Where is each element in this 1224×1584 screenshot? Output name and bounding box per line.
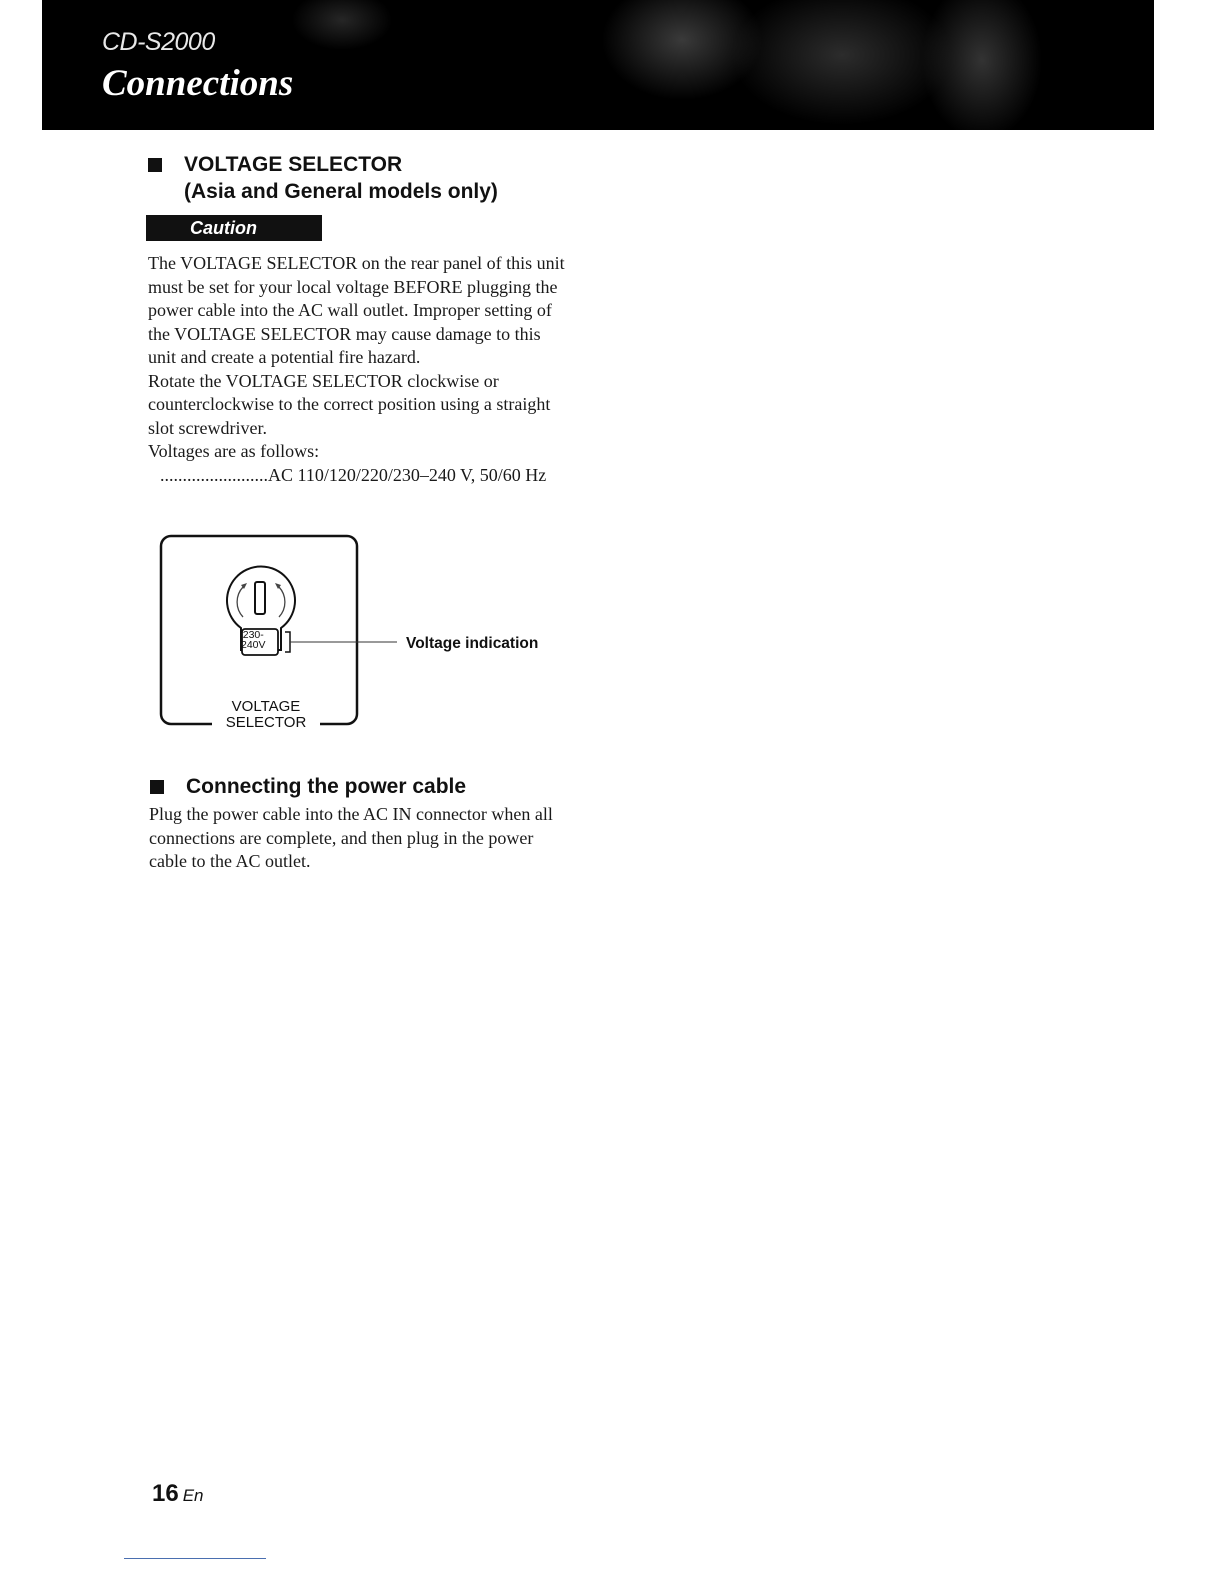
voltage-instructions: [148, 252, 565, 487]
selector-label: VOLTAGE SELECTOR: [212, 699, 320, 731]
section-heading-voltage: VOLTAGE SELECTOR: [184, 153, 403, 176]
page-number: 16 En: [152, 1480, 204, 1507]
voltage-indication-callout: Voltage indication: [406, 635, 539, 652]
text-line: Voltages are as follows:: [148, 441, 320, 461]
section-heading-power: Connecting the power cable: [186, 775, 467, 798]
text-line: power cable into the AC wall outlet. Improper setting of: [148, 300, 552, 320]
text-line: Plug the power cable into the AC IN connector when all: [149, 804, 553, 824]
section-subheading-models: (Asia and General models only): [184, 180, 498, 203]
footer-divider: [124, 1558, 266, 1559]
voltage-values-line: ........................AC 110/120/220/230–240 V, 50/60 Hz: [160, 464, 547, 485]
screwdriver-slot-icon: [255, 582, 265, 614]
text-line: connections are complete, and then plug in the power: [149, 827, 534, 848]
caution-label: Caution: [146, 215, 322, 241]
page-language: En: [182, 1486, 204, 1505]
text-line: cable to the AC outlet.: [149, 851, 311, 871]
text-line: Rotate the VOLTAGE SELECTOR clockwise or: [148, 370, 499, 391]
power-instructions: [149, 803, 553, 874]
text-line: counterclockwise to the correct position using a straight: [148, 394, 551, 414]
page-title: Connections: [102, 63, 294, 104]
text-line: slot screwdriver.: [148, 417, 267, 438]
bullet-square-icon: [148, 158, 162, 172]
dial-voltage-text: 230- 240V: [241, 629, 266, 651]
text-line: unit and create a potential fire hazard.: [148, 347, 421, 367]
text-line: The VOLTAGE SELECTOR on the rear panel of this unit: [148, 253, 565, 273]
model-name: CD-S2000: [102, 28, 215, 56]
text-line: must be set for your local voltage BEFORE plugging the: [148, 276, 558, 297]
text-line: the VOLTAGE SELECTOR may cause damage to this: [148, 323, 541, 344]
bullet-square-icon: [150, 780, 164, 794]
